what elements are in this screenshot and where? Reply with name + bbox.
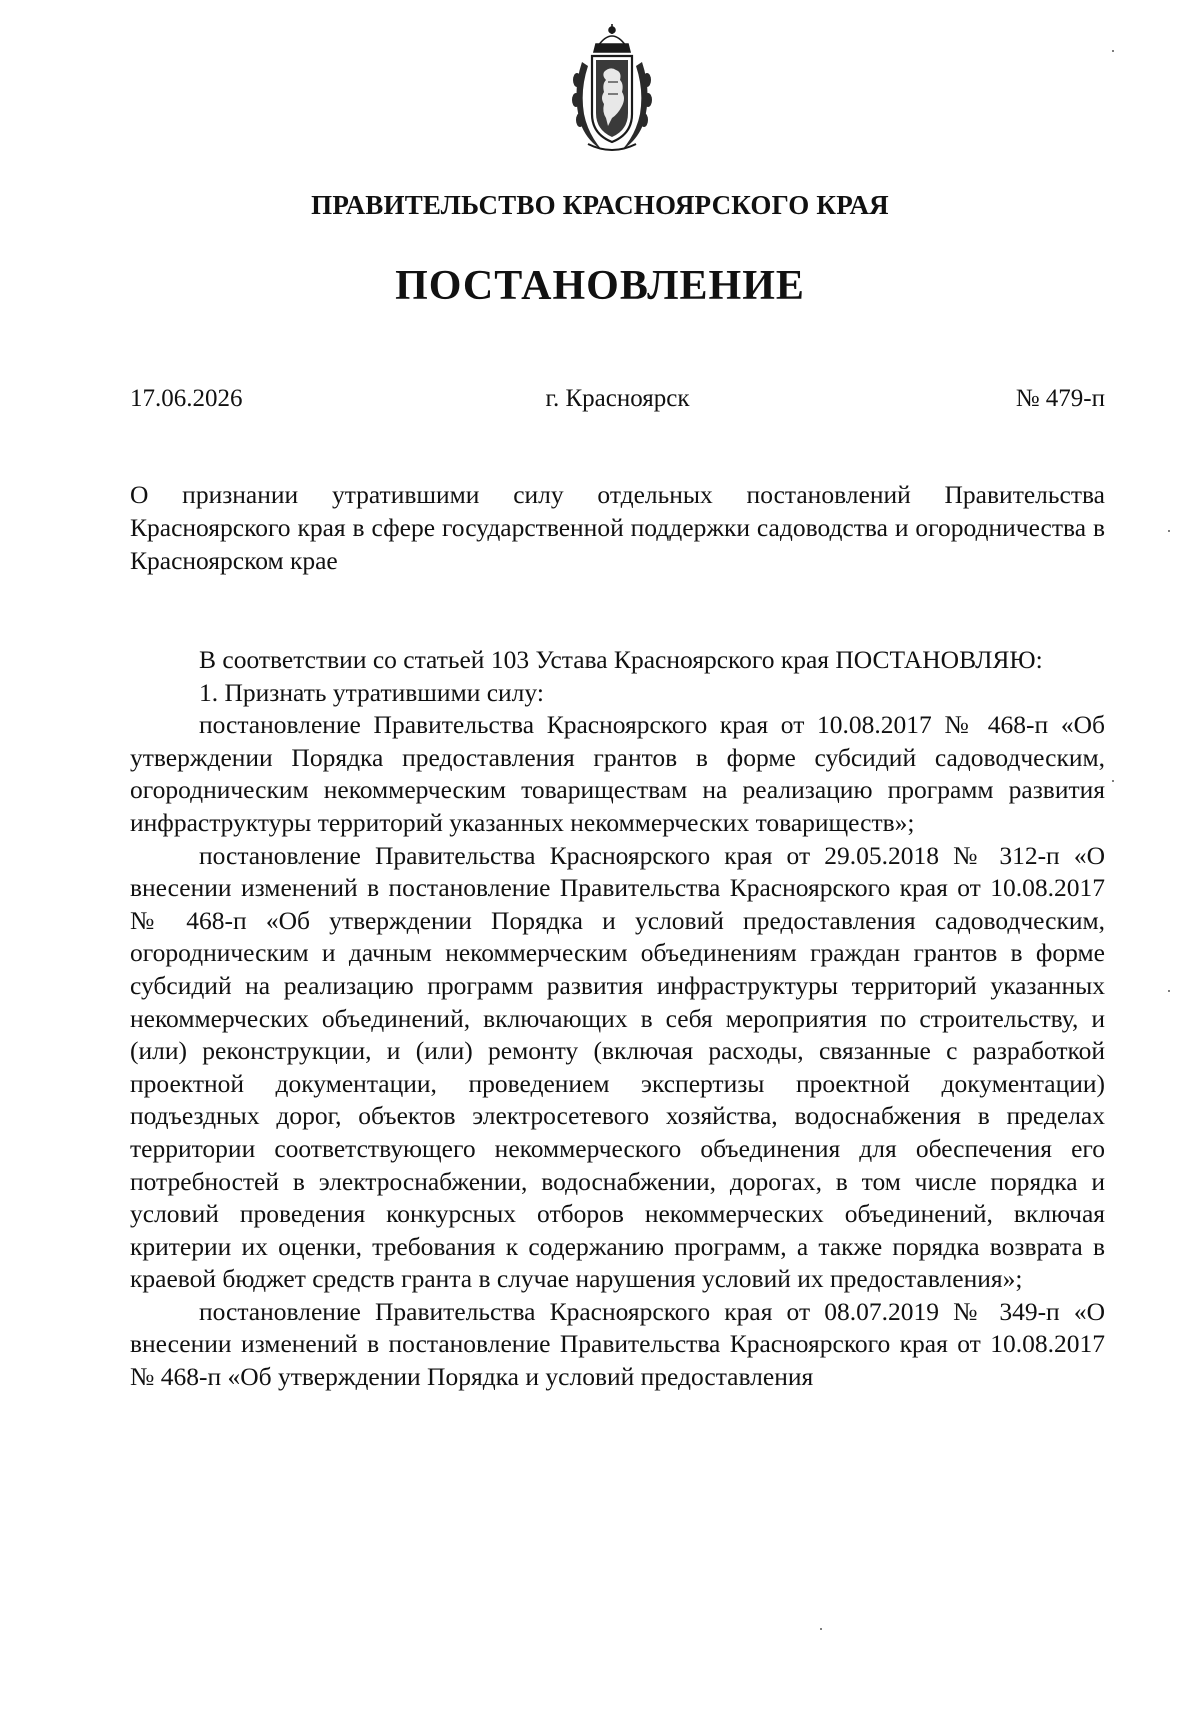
coat-of-arms-icon — [568, 22, 656, 158]
repealed-act-paragraph-1: постановление Правительства Красноярского края от 10.08.2017 № 468-п «Об утверждении Порядка предоставления грантов в форме субсидий садоводческим, огородническим некоммерческим товариществам на реализацию программ развития инфраструктуры территорий указанных некоммерческих товариществ»; — [130, 710, 1105, 837]
scan-artifact — [820, 1628, 822, 1630]
scan-artifact — [1112, 780, 1114, 782]
document-city: г. Красноярск — [545, 385, 690, 412]
document-meta-row — [130, 385, 1105, 421]
scan-artifact — [1112, 50, 1114, 52]
document-date: 17.06.2026 — [130, 385, 243, 412]
document-number: № 479-п — [1015, 385, 1105, 412]
repealed-act-paragraph-3: постановление Правительства Красноярского края от 08.07.2019 № 349-п «О внесении изменений в постановление Правительства Красноярского края от 10.08.2017 № 468-п «Об утверждении Порядка и условий предоставления — [130, 1296, 1105, 1392]
item-1-heading: 1. Признать утратившими силу: — [199, 677, 544, 707]
preamble-paragraph: В соответствии со статьей 103 Устава Красноярского края ПОСТАНОВЛЯЮ: — [199, 645, 1043, 674]
repealed-act-paragraph-2: постановление Правительства Красноярского края от 29.05.2018 № 312-п «О внесении изменений в постановление Правительства Красноярского края от 10.08.2017 № 468-п «Об утверждении Порядка и условий предоставления садоводческим, огородническим и дачным некоммерческим объединениям граждан грантов в форме субсидий на реализацию программ развития инфраструктуры территорий указанных некоммерческих объединений, включающих в себя мероприятия по строительству, и (или) реконструкции, и (или) ремонту (включая расходы, связанные с разработкой проектной документации, проведением экспертизы проектной документации) подъездных дорог, объектов электросетевого хозяйства, водоснабжения в пределах территории соответствующего некоммерческого объединения для обеспечения его потребностей в электроснабжении, водоснабжении, дорогах, в том числе порядка и условий проведения конкурсных отборов некоммерческих объединений, включая критерии их оценки, требования к содержанию программ, а также порядка возврата в краевой бюджет средств гранта в случае нарушения условий их предоставления»; — [130, 840, 1105, 1294]
scan-artifact — [1168, 530, 1170, 532]
document-subject: О признании утратившими силу отдельных постановлений Правительства Красноярского края в сфере государственной поддержки садоводства и огородничества в Красноярском крае — [130, 480, 1105, 575]
scan-artifact — [1168, 990, 1170, 992]
document-body — [130, 644, 1105, 1394]
document-type-heading: ПОСТАНОВЛЕНИЕ — [395, 263, 805, 309]
organization-title: ПРАВИТЕЛЬСТВО КРАСНОЯРСКОГО КРАЯ — [311, 190, 889, 220]
